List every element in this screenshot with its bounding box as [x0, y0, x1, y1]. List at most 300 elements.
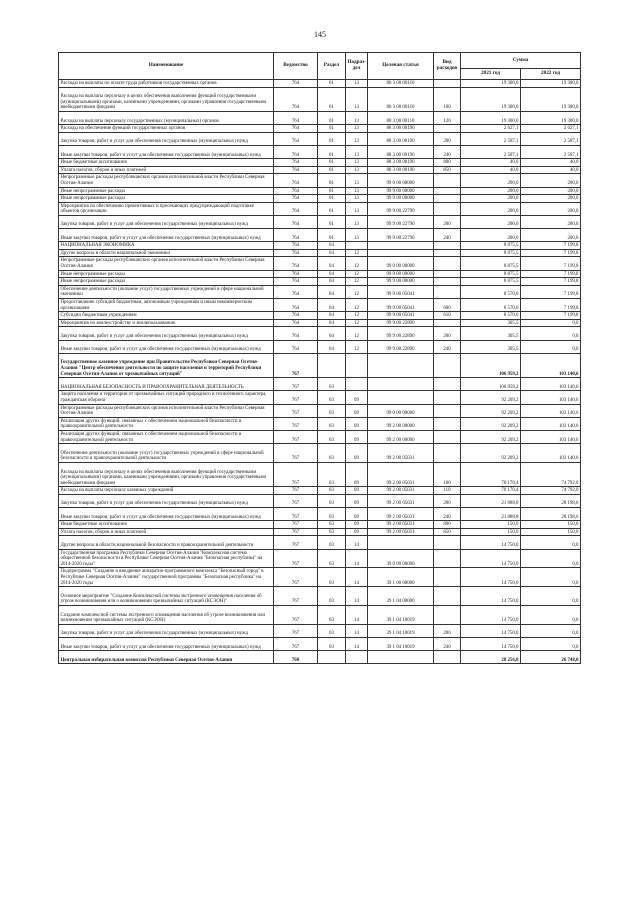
table-header: [59, 53, 581, 80]
cell-section: 04: [318, 242, 346, 250]
cell-name: Уплата налогов, сборов и иных платежей: [59, 528, 274, 536]
cell-2022: 7 199,8: [521, 278, 581, 286]
cell-ministry: 764: [274, 202, 318, 215]
cell-2021: 8 875,5: [461, 270, 521, 278]
cell-ministry: 767: [274, 508, 318, 521]
cell-expense-type: 200: [434, 624, 461, 637]
cell-expense-type: [434, 587, 461, 606]
cell-expense-type: [434, 285, 461, 298]
cell-2022: 2 587,1: [521, 132, 581, 145]
cell-target: 88 3 00 00190: [368, 125, 434, 133]
cell-2021: 14 750,0: [461, 587, 521, 606]
cell-2022: 19 300,0: [521, 111, 581, 124]
cell-2021: 8 875,5: [461, 242, 521, 250]
cell-2022: 0,0: [521, 340, 581, 353]
cell-subsection: 13: [346, 229, 368, 242]
cell-subsection: 13: [346, 174, 368, 187]
cell-2021: 8 875,5: [461, 249, 521, 257]
cell-subsection: 13: [346, 159, 368, 167]
table-row: [59, 606, 581, 625]
cell-2022: 0,0: [521, 624, 581, 637]
cell-target: [368, 242, 434, 250]
header-subsection: Подраз-дел: [346, 53, 368, 80]
cell-target: 88 3 00 00190: [368, 166, 434, 174]
table-row: [59, 508, 581, 521]
cell-ministry: 764: [274, 159, 318, 167]
cell-2021: 305,5: [461, 319, 521, 327]
cell-target: 39 1 04 10019: [368, 606, 434, 625]
table-row: [59, 166, 581, 174]
cell-2022: 7 199,8: [521, 285, 581, 298]
cell-name: Иные бюджетные ассигнования: [59, 521, 274, 529]
cell-2021: 92 209,2: [461, 430, 521, 443]
cell-section: 01: [318, 215, 346, 228]
cell-subsection: 14: [346, 549, 368, 568]
cell-2022: 150,0: [521, 528, 581, 536]
cell-section: 03: [318, 487, 346, 495]
cell-name: Непрограммные расходы республиканских органов исполнительной власти Республики Северная Осетия-Алания: [59, 404, 274, 417]
cell-target: 99 9 00 22890: [368, 340, 434, 353]
cell-ministry: 767: [274, 494, 318, 507]
cell-2022: 200,0: [521, 187, 581, 195]
cell-expense-type: 240: [434, 229, 461, 242]
cell-2022: 0,0: [521, 327, 581, 340]
cell-target: [368, 249, 434, 257]
cell-name: Расходы на выплаты персоналу государственных (муниципальных) органов: [59, 111, 274, 124]
cell-ministry: 767: [274, 521, 318, 529]
cell-2021: 19 300,0: [461, 87, 521, 111]
cell-2021: 92 209,2: [461, 404, 521, 417]
cell-ministry: 764: [274, 174, 318, 187]
cell-2021: 305,5: [461, 340, 521, 353]
cell-ministry: 767: [274, 444, 318, 463]
cell-expense-type: [434, 651, 461, 664]
cell-section: 03: [318, 549, 346, 568]
table-row: [59, 80, 581, 88]
table-row: [59, 229, 581, 242]
cell-expense-type: [434, 174, 461, 187]
table-row: [59, 430, 581, 443]
cell-target: [368, 378, 434, 391]
cell-ministry: 764: [274, 195, 318, 203]
cell-name: Иные закупки товаров, работ и услуг для обеспечения государственных (муниципальных) нужд: [59, 340, 274, 353]
cell-subsection: 13: [346, 215, 368, 228]
cell-target: [368, 391, 434, 404]
cell-ministry: 767: [274, 353, 318, 377]
cell-2022: 0,0: [521, 587, 581, 606]
cell-section: 01: [318, 145, 346, 158]
cell-section: 03: [318, 606, 346, 625]
cell-2022: 40,0: [521, 166, 581, 174]
cell-2021: 21 888,8: [461, 494, 521, 507]
cell-2021: 106 959,2: [461, 353, 521, 377]
cell-name: Закупка товаров, работ и услуг для обеспечения государственных (муниципальных) нужд: [59, 132, 274, 145]
header-expense-type: Вид расходов: [434, 53, 461, 80]
cell-section: 01: [318, 229, 346, 242]
cell-target: 39 1 04 00000: [368, 587, 434, 606]
cell-2021: 19 300,0: [461, 111, 521, 124]
cell-section: 04: [318, 299, 346, 312]
cell-expense-type: [434, 404, 461, 417]
cell-2021: 14 750,0: [461, 536, 521, 549]
cell-expense-type: [434, 536, 461, 549]
cell-expense-type: 240: [434, 638, 461, 651]
cell-target: 99 0 00 00000: [368, 257, 434, 270]
cell-2021: 200,0: [461, 202, 521, 215]
cell-target: 88 3 00 00110: [368, 80, 434, 88]
cell-2022: 7 199,8: [521, 242, 581, 250]
cell-2021: 40,0: [461, 166, 521, 174]
cell-target: 99 9 00 22790: [368, 202, 434, 215]
cell-expense-type: [434, 278, 461, 286]
cell-target: 99 0 00 00000: [368, 174, 434, 187]
cell-ministry: 764: [274, 327, 318, 340]
cell-expense-type: [434, 80, 461, 88]
table-row: [59, 125, 581, 133]
cell-section: 03: [318, 568, 346, 587]
cell-subsection: 09: [346, 462, 368, 486]
cell-ministry: 767: [274, 587, 318, 606]
cell-subsection: 12: [346, 340, 368, 353]
cell-name: Мероприятия по обеспечению превентивных и пресекающих предупреждающий подготовке объектов организации: [59, 202, 274, 215]
cell-2021: 8 875,5: [461, 278, 521, 286]
cell-section: 01: [318, 125, 346, 133]
cell-target: 99 9 00 00000: [368, 270, 434, 278]
cell-2021: 92 209,2: [461, 444, 521, 463]
cell-2022: 28 198,6: [521, 508, 581, 521]
table-row: [59, 174, 581, 187]
cell-2022: 0,0: [521, 568, 581, 587]
cell-ministry: 767: [274, 568, 318, 587]
cell-target: 99 9 00 22890: [368, 327, 434, 340]
table-row: [59, 417, 581, 430]
cell-subsection: 13: [346, 166, 368, 174]
cell-expense-type: 200: [434, 132, 461, 145]
cell-section: 03: [318, 494, 346, 507]
cell-name: Уплата налогов, сборов и иных платежей: [59, 166, 274, 174]
cell-section: 03: [318, 378, 346, 391]
cell-ministry: 767: [274, 536, 318, 549]
cell-ministry: 764: [274, 125, 318, 133]
cell-name: Государственное казенное учреждение при Правительстве Республики Северная Осетия-Алания "Центр обеспечения деятельности по защите населения и территорий Республики Северная Осетия-Алания от чрезвычайных ситуаций": [59, 353, 274, 377]
table-row: [59, 378, 581, 391]
cell-name: Иные непрограммные расходы: [59, 187, 274, 195]
cell-2022: 200,0: [521, 215, 581, 228]
cell-2021: 8 875,5: [461, 257, 521, 270]
table-row: [59, 195, 581, 203]
cell-target: 88 3 00 00190: [368, 145, 434, 158]
cell-2021: 8 570,0: [461, 285, 521, 298]
cell-section: 04: [318, 327, 346, 340]
cell-2021: 92 209,2: [461, 417, 521, 430]
cell-name: НАЦИОНАЛЬНАЯ БЕЗОПАСНОСТЬ И ПРАВООХРАНИТЕЛЬНАЯ ДЕЯТЕЛЬНОСТЬ: [59, 378, 274, 391]
cell-2022: 40,0: [521, 159, 581, 167]
cell-subsection: 09: [346, 417, 368, 430]
cell-expense-type: 850: [434, 528, 461, 536]
cell-expense-type: 850: [434, 166, 461, 174]
table-row: [59, 444, 581, 463]
cell-2022: 103 140,6: [521, 353, 581, 377]
cell-name: Расходы на обеспечение функций государственных органов: [59, 125, 274, 133]
cell-ministry: 767: [274, 638, 318, 651]
table-row: [59, 340, 581, 353]
cell-section: 04: [318, 257, 346, 270]
cell-expense-type: [434, 606, 461, 625]
cell-ministry: 767: [274, 606, 318, 625]
cell-subsection: 13: [346, 202, 368, 215]
cell-subsection: 12: [346, 327, 368, 340]
cell-target: 99 9 00 22890: [368, 319, 434, 327]
cell-subsection: 14: [346, 536, 368, 549]
cell-2021: 28 256,8: [461, 651, 521, 664]
cell-2021: 40,0: [461, 159, 521, 167]
cell-name: Иные непрограммные расходы: [59, 195, 274, 203]
cell-2022: 19 300,0: [521, 87, 581, 111]
cell-target: 99 9 00 00000: [368, 195, 434, 203]
cell-target: 39 1 00 00000: [368, 568, 434, 587]
cell-subsection: 12: [346, 249, 368, 257]
cell-target: 99 9 00 00000: [368, 187, 434, 195]
cell-name: Иные бюджетные ассигнования: [59, 159, 274, 167]
cell-target: 88 3 00 00190: [368, 159, 434, 167]
cell-subsection: 12: [346, 299, 368, 312]
cell-2022: 103 140,6: [521, 378, 581, 391]
cell-ministry: 764: [274, 312, 318, 320]
cell-section: 01: [318, 159, 346, 167]
cell-expense-type: 120: [434, 111, 461, 124]
table-row: [59, 624, 581, 637]
cell-target: 99 2 00 05031: [368, 494, 434, 507]
cell-target: 99 9 00 22790: [368, 215, 434, 228]
cell-ministry: 767: [274, 462, 318, 486]
header-2021: 2021 год: [461, 69, 521, 80]
cell-2021: 14 750,0: [461, 624, 521, 637]
cell-subsection: 09: [346, 521, 368, 529]
cell-subsection: 13: [346, 111, 368, 124]
cell-target: 99 2 00 05031: [368, 487, 434, 495]
cell-expense-type: [434, 195, 461, 203]
cell-2022: 74 792,0: [521, 487, 581, 495]
table-row: [59, 521, 581, 529]
cell-name: Реализация других функций, связанных с обеспечением национальной безопасности и правоохранительной деятельности: [59, 430, 274, 443]
cell-section: 04: [318, 285, 346, 298]
table-row: [59, 215, 581, 228]
cell-section: 03: [318, 404, 346, 417]
table-row: [59, 494, 581, 507]
cell-ministry: 764: [274, 299, 318, 312]
cell-subsection: 12: [346, 285, 368, 298]
cell-subsection: 09: [346, 430, 368, 443]
cell-expense-type: 100: [434, 87, 461, 111]
cell-ministry: 764: [274, 229, 318, 242]
cell-ministry: 764: [274, 132, 318, 145]
cell-name: Подпрограмма "Создание и внедрение аппаратно-программного комплекса "Безопасный город" в Республике Северная Осетия-Алания" государственной программы "Безопасная республика" на 2014-2020 годы: [59, 568, 274, 587]
cell-section: 01: [318, 202, 346, 215]
cell-2021: 14 750,0: [461, 549, 521, 568]
cell-section: 01: [318, 87, 346, 111]
cell-expense-type: 200: [434, 327, 461, 340]
cell-target: 39 1 04 10019: [368, 638, 434, 651]
cell-ministry: 767: [274, 378, 318, 391]
cell-expense-type: 610: [434, 312, 461, 320]
cell-expense-type: 100: [434, 462, 461, 486]
cell-target: 99 9 00 05041: [368, 299, 434, 312]
cell-ministry: 764: [274, 257, 318, 270]
cell-2022: 7 199,8: [521, 249, 581, 257]
cell-2021: 150,0: [461, 528, 521, 536]
cell-2022: 200,0: [521, 174, 581, 187]
cell-section: 03: [318, 638, 346, 651]
table-row: [59, 312, 581, 320]
cell-ministry: 767: [274, 487, 318, 495]
cell-name: Иные закупки товаров, работ и услуг для обеспечения государственных (муниципальных) нужд: [59, 508, 274, 521]
cell-expense-type: [434, 549, 461, 568]
cell-2021: 2 587,1: [461, 132, 521, 145]
cell-2022: 103 140,6: [521, 391, 581, 404]
cell-2022: 103 140,6: [521, 404, 581, 417]
cell-2022: 103 140,6: [521, 417, 581, 430]
table-row: [59, 187, 581, 195]
cell-ministry: 767: [274, 417, 318, 430]
cell-expense-type: [434, 187, 461, 195]
cell-ministry: 764: [274, 215, 318, 228]
cell-section: 01: [318, 166, 346, 174]
cell-section: 04: [318, 278, 346, 286]
cell-section: 03: [318, 417, 346, 430]
header-2022: 2022 год: [521, 69, 581, 80]
cell-subsection: 12: [346, 312, 368, 320]
cell-name: Расходы на выплаты персоналу в целях обеспечения выполнения функций государственными (муниципальными) органами, казенными учреждениями, органами управления государственными внебюджетными фондами: [59, 462, 274, 486]
cell-expense-type: 200: [434, 494, 461, 507]
cell-target: 99 2 00 00000: [368, 430, 434, 443]
header-sum: Сумма: [461, 53, 581, 69]
cell-subsection: 09: [346, 487, 368, 495]
cell-subsection: 09: [346, 404, 368, 417]
cell-name: Расходы на выплаты по оплате труда работников государственных органов: [59, 80, 274, 88]
table-row: [59, 462, 581, 486]
cell-expense-type: [434, 444, 461, 463]
cell-subsection: 14: [346, 587, 368, 606]
table-row: [59, 257, 581, 270]
table-row: [59, 487, 581, 495]
cell-expense-type: 600: [434, 299, 461, 312]
cell-ministry: 764: [274, 166, 318, 174]
cell-2022: 0,0: [521, 549, 581, 568]
cell-2022: 0,0: [521, 606, 581, 625]
cell-2021: 8 570,0: [461, 312, 521, 320]
cell-subsection: [346, 242, 368, 250]
cell-expense-type: 240: [434, 508, 461, 521]
cell-expense-type: 110: [434, 487, 461, 495]
cell-name: Предоставление субсидий бюджетным, автономным учреждениям и иным некоммерческим организациям: [59, 299, 274, 312]
cell-expense-type: [434, 242, 461, 250]
cell-name: Непрограммные расходы республиканских органов исполнительной власти Республики Северная Осетия-Алания: [59, 257, 274, 270]
cell-name: Субсидии бюджетным учреждениям: [59, 312, 274, 320]
cell-2022: 7 199,8: [521, 312, 581, 320]
cell-target: 99 9 00 00000: [368, 278, 434, 286]
table-row: [59, 132, 581, 145]
cell-target: [368, 536, 434, 549]
cell-name: Другие вопросы в области национальной экономики: [59, 249, 274, 257]
cell-subsection: 13: [346, 195, 368, 203]
cell-target: 99 2 00 05031: [368, 444, 434, 463]
cell-expense-type: [434, 125, 461, 133]
cell-ministry: 764: [274, 340, 318, 353]
cell-subsection: 12: [346, 257, 368, 270]
cell-target: 99 2 00 00000: [368, 417, 434, 430]
cell-subsection: 13: [346, 187, 368, 195]
cell-subsection: 14: [346, 624, 368, 637]
table-row: [59, 536, 581, 549]
cell-name: Закупка товаров, работ и услуг для обеспечения государственных (муниципальных) нужд: [59, 327, 274, 340]
cell-section: 04: [318, 340, 346, 353]
cell-section: 04: [318, 319, 346, 327]
cell-name: Расходы на выплаты персоналу казенных учреждений: [59, 487, 274, 495]
table-row: [59, 319, 581, 327]
cell-section: 01: [318, 111, 346, 124]
cell-name: Иные непрограммные расходы: [59, 278, 274, 286]
cell-subsection: 13: [346, 125, 368, 133]
cell-section: 01: [318, 195, 346, 203]
table-row: [59, 568, 581, 587]
cell-2021: 21 888,8: [461, 508, 521, 521]
cell-target: [368, 651, 434, 664]
table-body: [59, 80, 581, 664]
cell-2021: 14 750,0: [461, 638, 521, 651]
cell-ministry: 764: [274, 270, 318, 278]
cell-target: 39 1 04 10019: [368, 624, 434, 637]
cell-ministry: 764: [274, 111, 318, 124]
cell-2021: 200,0: [461, 187, 521, 195]
cell-name: Мероприятия по землеустройству и землепользованию: [59, 319, 274, 327]
cell-subsection: 12: [346, 319, 368, 327]
cell-subsection: 14: [346, 568, 368, 587]
cell-2022: 0,0: [521, 638, 581, 651]
cell-2021: 200,0: [461, 229, 521, 242]
cell-expense-type: 800: [434, 521, 461, 529]
cell-target: 88 3 00 00190: [368, 132, 434, 145]
cell-target: 99 2 00 05031: [368, 462, 434, 486]
table-row: [59, 299, 581, 312]
cell-section: 03: [318, 430, 346, 443]
table-row: [59, 353, 581, 377]
cell-name: НАЦИОНАЛЬНАЯ ЭКОНОМИКА: [59, 242, 274, 250]
cell-section: 03: [318, 528, 346, 536]
cell-target: 99 0 00 00000: [368, 404, 434, 417]
cell-expense-type: [434, 249, 461, 257]
cell-subsection: 14: [346, 638, 368, 651]
cell-ministry: 767: [274, 624, 318, 637]
cell-section: 03: [318, 462, 346, 486]
header-target: Целевая статья: [368, 53, 434, 80]
cell-name: Государственная программа Республики Северная Осетия-Алания "Комплексная система общественной безопасности в Республике Северная Осетия-Алания "Безопасная республика" на 2014-2020 годы": [59, 549, 274, 568]
cell-2021: 70 170,4: [461, 462, 521, 486]
cell-ministry: 764: [274, 278, 318, 286]
cell-section: 04: [318, 249, 346, 257]
cell-section: 03: [318, 587, 346, 606]
table-row: [59, 87, 581, 111]
cell-ministry: 764: [274, 285, 318, 298]
cell-subsection: 13: [346, 80, 368, 88]
cell-section: 03: [318, 536, 346, 549]
cell-2022: 200,0: [521, 202, 581, 215]
cell-section: [318, 353, 346, 377]
table-row: [59, 159, 581, 167]
cell-subsection: 13: [346, 87, 368, 111]
cell-ministry: 764: [274, 249, 318, 257]
cell-2022: 19 300,0: [521, 80, 581, 88]
cell-2022: 74 792,0: [521, 462, 581, 486]
